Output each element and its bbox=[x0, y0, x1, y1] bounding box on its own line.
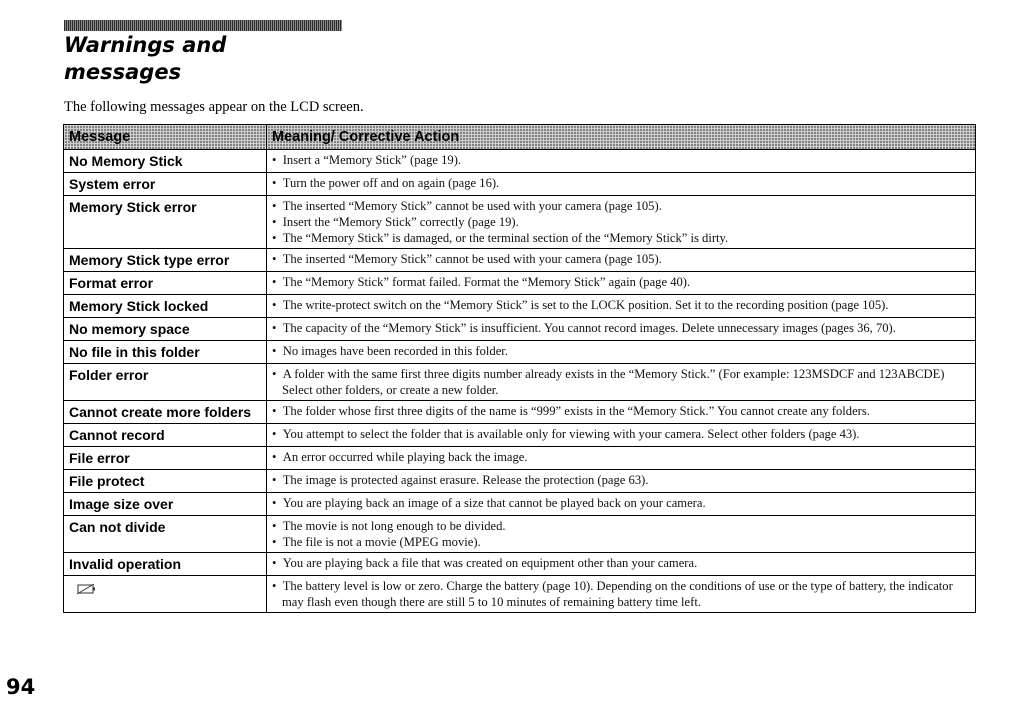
action-item: • The folder whose first three digits of the name is “999” exists in the “Memory Stick.” You cannot create any folders. bbox=[272, 403, 971, 419]
message-text: Invalid operation bbox=[69, 556, 182, 572]
action-item: • You are playing back an image of a size that cannot be played back on your camera. bbox=[272, 495, 971, 511]
message-text: Cannot create more folders bbox=[69, 404, 252, 420]
table-row bbox=[64, 249, 976, 272]
message-cell bbox=[64, 295, 267, 318]
action-cell bbox=[267, 493, 976, 516]
action-item: • The image is protected against erasure. Release the protection (page 63). bbox=[272, 472, 971, 488]
action-item: • Turn the power off and on again (page 16). bbox=[272, 175, 971, 191]
action-item: • Insert the “Memory Stick” correctly (page 19). bbox=[272, 214, 971, 230]
message-cell bbox=[64, 150, 267, 173]
message-text: No file in this folder bbox=[69, 344, 200, 360]
action-cell bbox=[267, 553, 976, 576]
message-text: No memory space bbox=[69, 321, 190, 337]
message-text: File error bbox=[69, 450, 130, 466]
table-row bbox=[64, 364, 976, 401]
table-row bbox=[64, 447, 976, 470]
action-cell bbox=[267, 576, 976, 613]
message-cell bbox=[64, 196, 267, 249]
message-text: Cannot record bbox=[69, 427, 165, 443]
action-item: • An error occurred while playing back the image. bbox=[272, 449, 971, 465]
message-cell bbox=[64, 447, 267, 470]
message-cell bbox=[64, 401, 267, 424]
action-cell bbox=[267, 295, 976, 318]
page-title-line-2: messages bbox=[64, 60, 182, 84]
message-cell bbox=[64, 341, 267, 364]
message-cell bbox=[64, 470, 267, 493]
action-item: • You attempt to select the folder that is available only for viewing with your camera. Select other folders (page 43). bbox=[272, 426, 971, 442]
action-item: • The capacity of the “Memory Stick” is insufficient. You cannot record images. Delete unnecessary images (pages 36, 70). bbox=[272, 320, 971, 336]
intro-text: The following messages appear on the LCD screen. bbox=[64, 99, 364, 115]
column-header-message: Message bbox=[64, 125, 267, 150]
table-row bbox=[64, 341, 976, 364]
message-text: System error bbox=[69, 176, 156, 192]
action-item: • You are playing back a file that was created on equipment other than your camera. bbox=[272, 555, 971, 571]
message-cell bbox=[64, 553, 267, 576]
action-cell bbox=[267, 470, 976, 493]
table-row bbox=[64, 196, 976, 249]
message-text: Memory Stick type error bbox=[69, 252, 230, 268]
action-item: • A folder with the same first three digits number already exists in the “Memory Stick.” (For example: 123MSDCF and 123ABCDE) Select other folders, or create a new folder. bbox=[272, 366, 971, 398]
action-item: • The movie is not long enough to be divided. bbox=[272, 518, 971, 534]
action-item: • The “Memory Stick” is damaged, or the terminal section of the “Memory Stick” is dirty. bbox=[272, 230, 971, 246]
table-row bbox=[64, 401, 976, 424]
message-cell bbox=[64, 424, 267, 447]
message-cell bbox=[64, 364, 267, 401]
message-cell bbox=[64, 272, 267, 295]
column-header-meaning: Meaning/ Corrective Action bbox=[267, 125, 976, 150]
table-row bbox=[64, 553, 976, 576]
message-text: Can not divide bbox=[69, 519, 166, 535]
message-cell bbox=[64, 173, 267, 196]
action-item: • The write-protect switch on the “Memory Stick” is set to the LOCK position. Set it to the recording position (page 105). bbox=[272, 297, 971, 313]
message-text: Memory Stick error bbox=[69, 199, 197, 215]
message-text: Image size over bbox=[69, 496, 174, 512]
action-cell bbox=[267, 516, 976, 553]
page-number: 94 bbox=[6, 675, 36, 699]
action-item: • The file is not a movie (MPEG movie). bbox=[272, 534, 971, 550]
message-cell bbox=[64, 249, 267, 272]
message-cell bbox=[64, 493, 267, 516]
table-row bbox=[64, 493, 976, 516]
action-item: • The “Memory Stick” format failed. Format the “Memory Stick” again (page 40). bbox=[272, 274, 971, 290]
table-row bbox=[64, 516, 976, 553]
action-item: • No images have been recorded in this folder. bbox=[272, 343, 971, 359]
action-cell bbox=[267, 364, 976, 401]
table-row bbox=[64, 318, 976, 341]
header-decorative-bar bbox=[64, 20, 342, 31]
table-header-row bbox=[64, 125, 976, 150]
message-cell bbox=[64, 576, 267, 613]
action-item: • The inserted “Memory Stick” cannot be used with your camera (page 105). bbox=[272, 251, 971, 267]
action-cell bbox=[267, 401, 976, 424]
action-item: • The battery level is low or zero. Charge the battery (page 10). Depending on the conditions of use or the type of battery, the indicator may flash even though there are still 5 to 10 minutes of remaining battery time left. bbox=[272, 578, 971, 610]
action-cell bbox=[267, 447, 976, 470]
action-cell bbox=[267, 150, 976, 173]
message-cell bbox=[64, 318, 267, 341]
message-text: Memory Stick locked bbox=[69, 298, 209, 314]
action-cell bbox=[267, 341, 976, 364]
table-row bbox=[64, 470, 976, 493]
table-row bbox=[64, 576, 976, 613]
action-cell bbox=[267, 173, 976, 196]
message-text: Folder error bbox=[69, 367, 149, 383]
message-cell bbox=[64, 516, 267, 553]
page-title-line-1: Warnings and bbox=[64, 33, 227, 57]
action-item: • Insert a “Memory Stick” (page 19). bbox=[272, 152, 971, 168]
page-title bbox=[64, 32, 364, 86]
message-text: No Memory Stick bbox=[69, 153, 183, 169]
table-row bbox=[64, 272, 976, 295]
action-cell bbox=[267, 249, 976, 272]
battery-empty-icon bbox=[75, 582, 97, 600]
action-cell bbox=[267, 272, 976, 295]
table-row bbox=[64, 173, 976, 196]
table-row bbox=[64, 424, 976, 447]
message-text: File protect bbox=[69, 473, 145, 489]
action-cell bbox=[267, 318, 976, 341]
action-item: • The inserted “Memory Stick” cannot be used with your camera (page 105). bbox=[272, 198, 971, 214]
messages-table bbox=[63, 124, 976, 613]
message-text: Format error bbox=[69, 275, 154, 291]
action-cell bbox=[267, 196, 976, 249]
table-row bbox=[64, 150, 976, 173]
table-body bbox=[64, 150, 976, 613]
table-row bbox=[64, 295, 976, 318]
action-cell bbox=[267, 424, 976, 447]
